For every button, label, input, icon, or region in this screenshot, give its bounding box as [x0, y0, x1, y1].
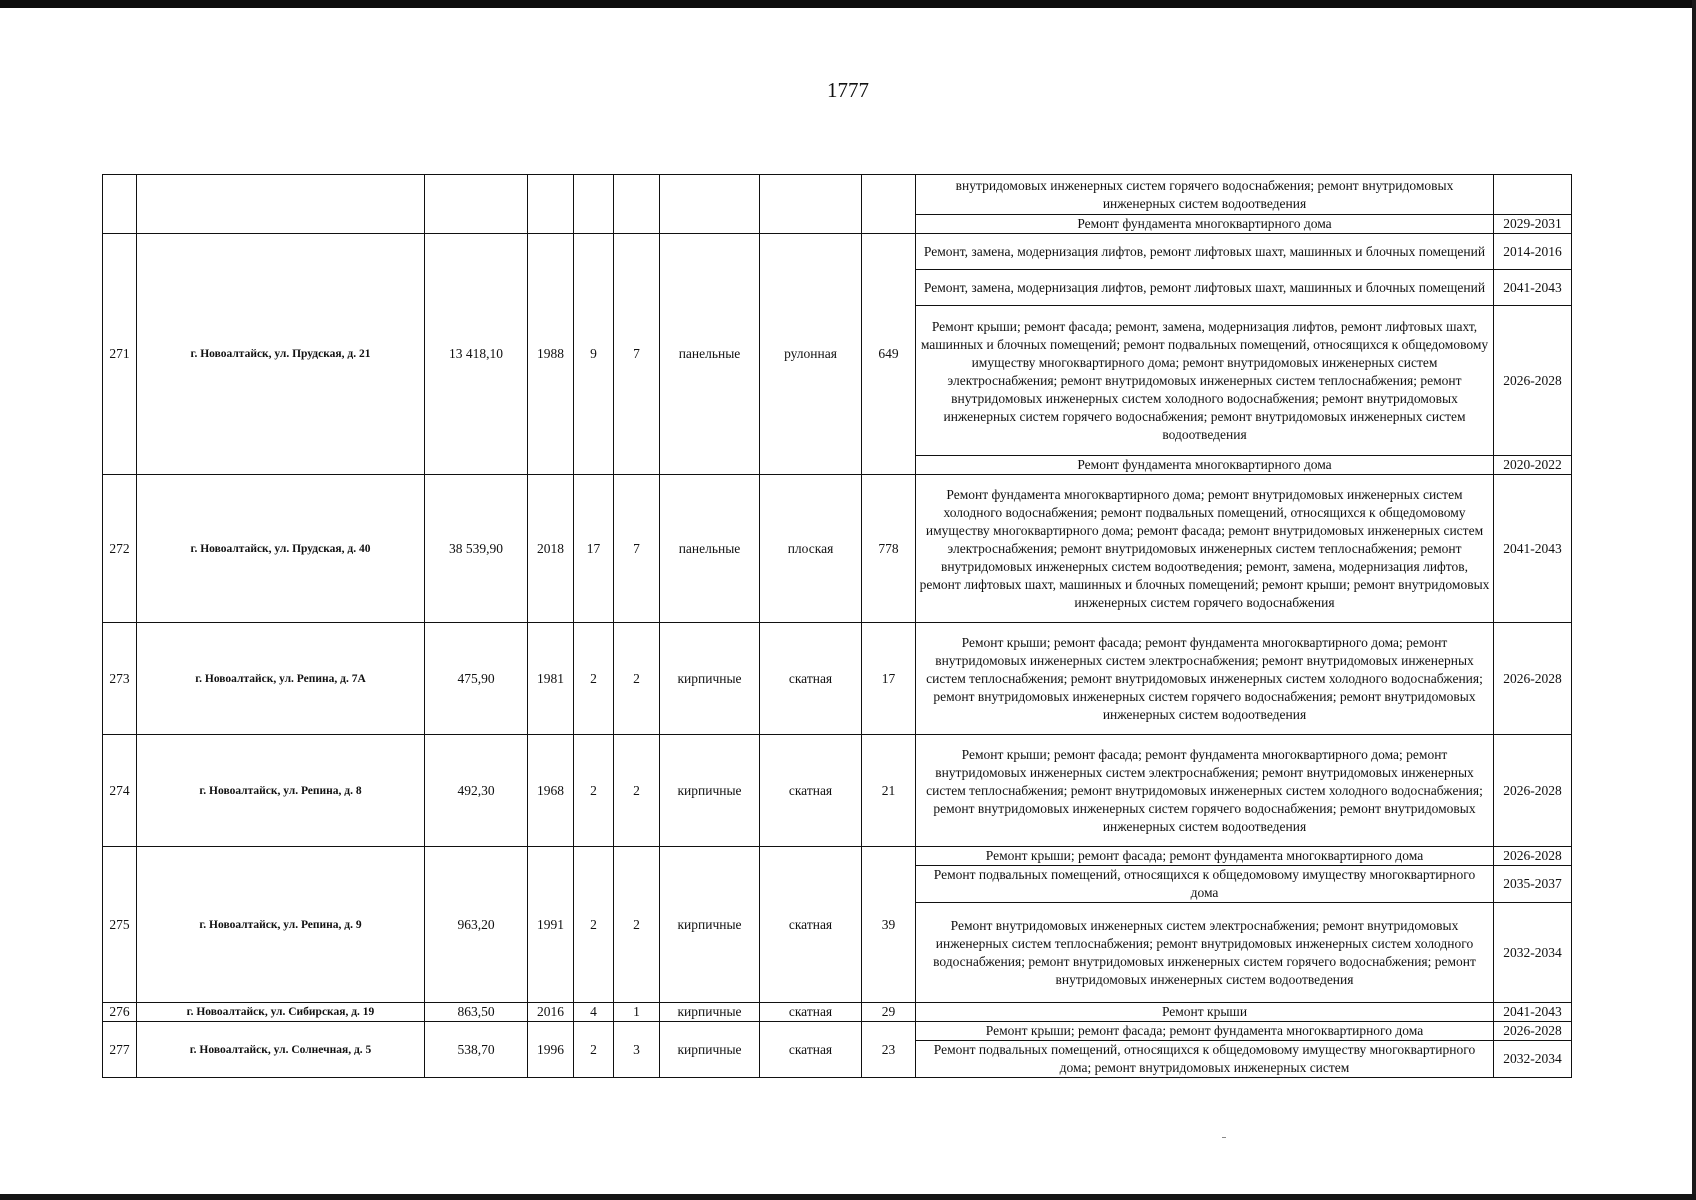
work-period-cell: 2026-2028: [1494, 847, 1572, 866]
table-row: [103, 847, 1572, 866]
table-row: [103, 623, 1572, 735]
wall-material-cell: панельные: [660, 475, 760, 623]
year-cell: 1981: [528, 623, 574, 735]
work-period-cell: 2014-2016: [1494, 234, 1572, 270]
roof-type-cell: скатная: [760, 847, 862, 1003]
row-number-cell: 271: [103, 234, 137, 475]
work-period-cell: 2029-2031: [1494, 215, 1572, 234]
work-description-cell: внутридомовых инженерных систем горячего водоснабжения; ремонт внутридомовых инженерных систем водоотведения: [916, 175, 1494, 215]
floors-cell: 2: [574, 623, 614, 735]
work-period-cell: 2041-2043: [1494, 270, 1572, 306]
empty-cell: [528, 175, 574, 234]
scan-speck: [1222, 1137, 1226, 1138]
area-cell: 963,20: [425, 847, 528, 1003]
work-description-cell: Ремонт крыши: [916, 1003, 1494, 1022]
work-description-cell: Ремонт фундамента многоквартирного дома; ремонт внутридомовых инженерных систем холодного водоснабжения; ремонт подвальных помещений, относящихся к общедомовому имуществу многоквартирного дома; ремонт фасада; ремонт внутридомовых инженерных систем электроснабжения; ремонт внутридомовых инженерных систем теплоснабжения; ремонт внутридомовых инженерных систем водоотведения; ремонт, замена, модернизация лифтов, ремонт лифтовых шахт, машинных и блочных помещений; ремонт крыши; ремонт внутридомовых инженерных систем горячего водоснабжения: [916, 475, 1494, 623]
row-number-cell: 273: [103, 623, 137, 735]
empty-cell: [760, 175, 862, 234]
address-cell: г. Новоалтайск, ул. Репина, д. 9: [137, 847, 425, 1003]
wall-material-cell: кирпичные: [660, 1003, 760, 1022]
address-cell: г. Новоалтайск, ул. Репина, д. 7А: [137, 623, 425, 735]
work-description-cell: Ремонт крыши; ремонт фасада; ремонт фундамента многоквартирного дома; ремонт внутридомовых инженерных систем электроснабжения; ремонт внутридомовых инженерных систем теплоснабжения; ремонт внутридомовых инженерных систем холодного водоснабжения; ремонт внутридомовых инженерных систем горячего водоснабжения; ремонт внутридомовых инженерных систем водоотведения: [916, 623, 1494, 735]
year-cell: 2016: [528, 1003, 574, 1022]
residents-cell: 17: [862, 623, 916, 735]
year-cell: 1968: [528, 735, 574, 847]
residents-cell: 29: [862, 1003, 916, 1022]
floors-cell: 2: [574, 735, 614, 847]
row-number-cell: 277: [103, 1022, 137, 1078]
address-cell: г. Новоалтайск, ул. Прудская, д. 40: [137, 475, 425, 623]
capital-repair-table: [102, 174, 1572, 1078]
roof-type-cell: рулонная: [760, 234, 862, 475]
work-period-cell: 2041-2043: [1494, 475, 1572, 623]
empty-cell: [137, 175, 425, 234]
entrances-cell: 3: [614, 1022, 660, 1078]
residents-cell: 778: [862, 475, 916, 623]
empty-cell: [103, 175, 137, 234]
work-description-cell: Ремонт крыши; ремонт фасада; ремонт, замена, модернизация лифтов, ремонт лифтовых шахт, машинных и блочных помещений; ремонт подвальных помещений, относящихся к общедомовому имуществу многоквартирного дома; ремонт внутридомовых инженерных систем электроснабжения; ремонт внутридомовых инженерных систем теплоснабжения; ремонт внутридомовых инженерных систем холодного водоснабжения; ремонт внутридомовых инженерных систем горячего водоснабжения; ремонт внутридомовых инженерных систем водоотведения: [916, 306, 1494, 456]
work-period-cell: 2020-2022: [1494, 456, 1572, 475]
entrances-cell: 2: [614, 623, 660, 735]
year-cell: 2018: [528, 475, 574, 623]
work-description-cell: Ремонт крыши; ремонт фасада; ремонт фундамента многоквартирного дома: [916, 1022, 1494, 1041]
work-description-cell: Ремонт, замена, модернизация лифтов, ремонт лифтовых шахт, машинных и блочных помещений: [916, 234, 1494, 270]
area-cell: 38 539,90: [425, 475, 528, 623]
scan-top-edge: [0, 0, 1696, 8]
table-body: [103, 175, 1572, 1078]
floors-cell: 9: [574, 234, 614, 475]
wall-material-cell: кирпичные: [660, 1022, 760, 1078]
roof-type-cell: скатная: [760, 1022, 862, 1078]
entrances-cell: 1: [614, 1003, 660, 1022]
year-cell: 1996: [528, 1022, 574, 1078]
work-period-cell: [1494, 175, 1572, 215]
work-period-cell: 2035-2037: [1494, 866, 1572, 903]
table-row: [103, 735, 1572, 847]
residents-cell: 23: [862, 1022, 916, 1078]
floors-cell: 2: [574, 1022, 614, 1078]
work-description-cell: Ремонт, замена, модернизация лифтов, ремонт лифтовых шахт, машинных и блочных помещений: [916, 270, 1494, 306]
work-period-cell: 2026-2028: [1494, 1022, 1572, 1041]
address-cell: г. Новоалтайск, ул. Репина, д. 8: [137, 735, 425, 847]
residents-cell: 39: [862, 847, 916, 1003]
entrances-cell: 2: [614, 847, 660, 1003]
roof-type-cell: скатная: [760, 623, 862, 735]
work-period-cell: 2026-2028: [1494, 735, 1572, 847]
residents-cell: 649: [862, 234, 916, 475]
work-description-cell: Ремонт внутридомовых инженерных систем электроснабжения; ремонт внутридомовых инженерных систем теплоснабжения; ремонт внутридомовых инженерных систем холодного водоснабжения; ремонт внутридомовых инженерных систем горячего водоснабжения; ремонт внутридомовых инженерных систем водоотведения: [916, 903, 1494, 1003]
work-description-cell: Ремонт крыши; ремонт фасада; ремонт фундамента многоквартирного дома: [916, 847, 1494, 866]
row-number-cell: 272: [103, 475, 137, 623]
address-cell: г. Новоалтайск, ул. Прудская, д. 21: [137, 234, 425, 475]
year-cell: 1988: [528, 234, 574, 475]
row-number-cell: 275: [103, 847, 137, 1003]
roof-type-cell: плоская: [760, 475, 862, 623]
wall-material-cell: кирпичные: [660, 623, 760, 735]
floors-cell: 4: [574, 1003, 614, 1022]
work-period-cell: 2026-2028: [1494, 623, 1572, 735]
area-cell: 863,50: [425, 1003, 528, 1022]
entrances-cell: 7: [614, 475, 660, 623]
table-row: [103, 475, 1572, 623]
row-number-cell: 274: [103, 735, 137, 847]
scan-right-edge: [1692, 0, 1696, 1200]
floors-cell: 17: [574, 475, 614, 623]
work-period-cell: 2041-2043: [1494, 1003, 1572, 1022]
work-description-cell: Ремонт фундамента многоквартирного дома: [916, 456, 1494, 475]
floors-cell: 2: [574, 847, 614, 1003]
entrances-cell: 7: [614, 234, 660, 475]
empty-cell: [660, 175, 760, 234]
area-cell: 13 418,10: [425, 234, 528, 475]
area-cell: 492,30: [425, 735, 528, 847]
residents-cell: 21: [862, 735, 916, 847]
scan-bottom-edge: [0, 1194, 1696, 1200]
work-period-cell: 2032-2034: [1494, 1041, 1572, 1078]
empty-cell: [862, 175, 916, 234]
wall-material-cell: кирпичные: [660, 735, 760, 847]
page-number: 1777: [827, 78, 869, 102]
year-cell: 1991: [528, 847, 574, 1003]
work-period-cell: 2026-2028: [1494, 306, 1572, 456]
empty-cell: [574, 175, 614, 234]
table-row: [103, 1003, 1572, 1022]
roof-type-cell: скатная: [760, 735, 862, 847]
work-description-cell: Ремонт фундамента многоквартирного дома: [916, 215, 1494, 234]
empty-cell: [614, 175, 660, 234]
table-row: [103, 1022, 1572, 1041]
work-description-cell: Ремонт крыши; ремонт фасада; ремонт фундамента многоквартирного дома; ремонт внутридомовых инженерных систем электроснабжения; ремонт внутридомовых инженерных систем теплоснабжения; ремонт внутридомовых инженерных систем холодного водоснабжения; ремонт внутридомовых инженерных систем горячего водоснабжения; ремонт внутридомовых инженерных систем водоотведения: [916, 735, 1494, 847]
carryover-row: [103, 175, 1572, 215]
address-cell: г. Новоалтайск, ул. Сибирская, д. 19: [137, 1003, 425, 1022]
work-description-cell: Ремонт подвальных помещений, относящихся к общедомовому имуществу многоквартирного дома; ремонт внутридомовых инженерных систем: [916, 1041, 1494, 1078]
empty-cell: [425, 175, 528, 234]
row-number-cell: 276: [103, 1003, 137, 1022]
work-description-cell: Ремонт подвальных помещений, относящихся к общедомовому имуществу многоквартирного дома: [916, 866, 1494, 903]
table-row: [103, 234, 1572, 270]
address-cell: г. Новоалтайск, ул. Солнечная, д. 5: [137, 1022, 425, 1078]
area-cell: 475,90: [425, 623, 528, 735]
area-cell: 538,70: [425, 1022, 528, 1078]
work-period-cell: 2032-2034: [1494, 903, 1572, 1003]
wall-material-cell: кирпичные: [660, 847, 760, 1003]
wall-material-cell: панельные: [660, 234, 760, 475]
entrances-cell: 2: [614, 735, 660, 847]
roof-type-cell: скатная: [760, 1003, 862, 1022]
